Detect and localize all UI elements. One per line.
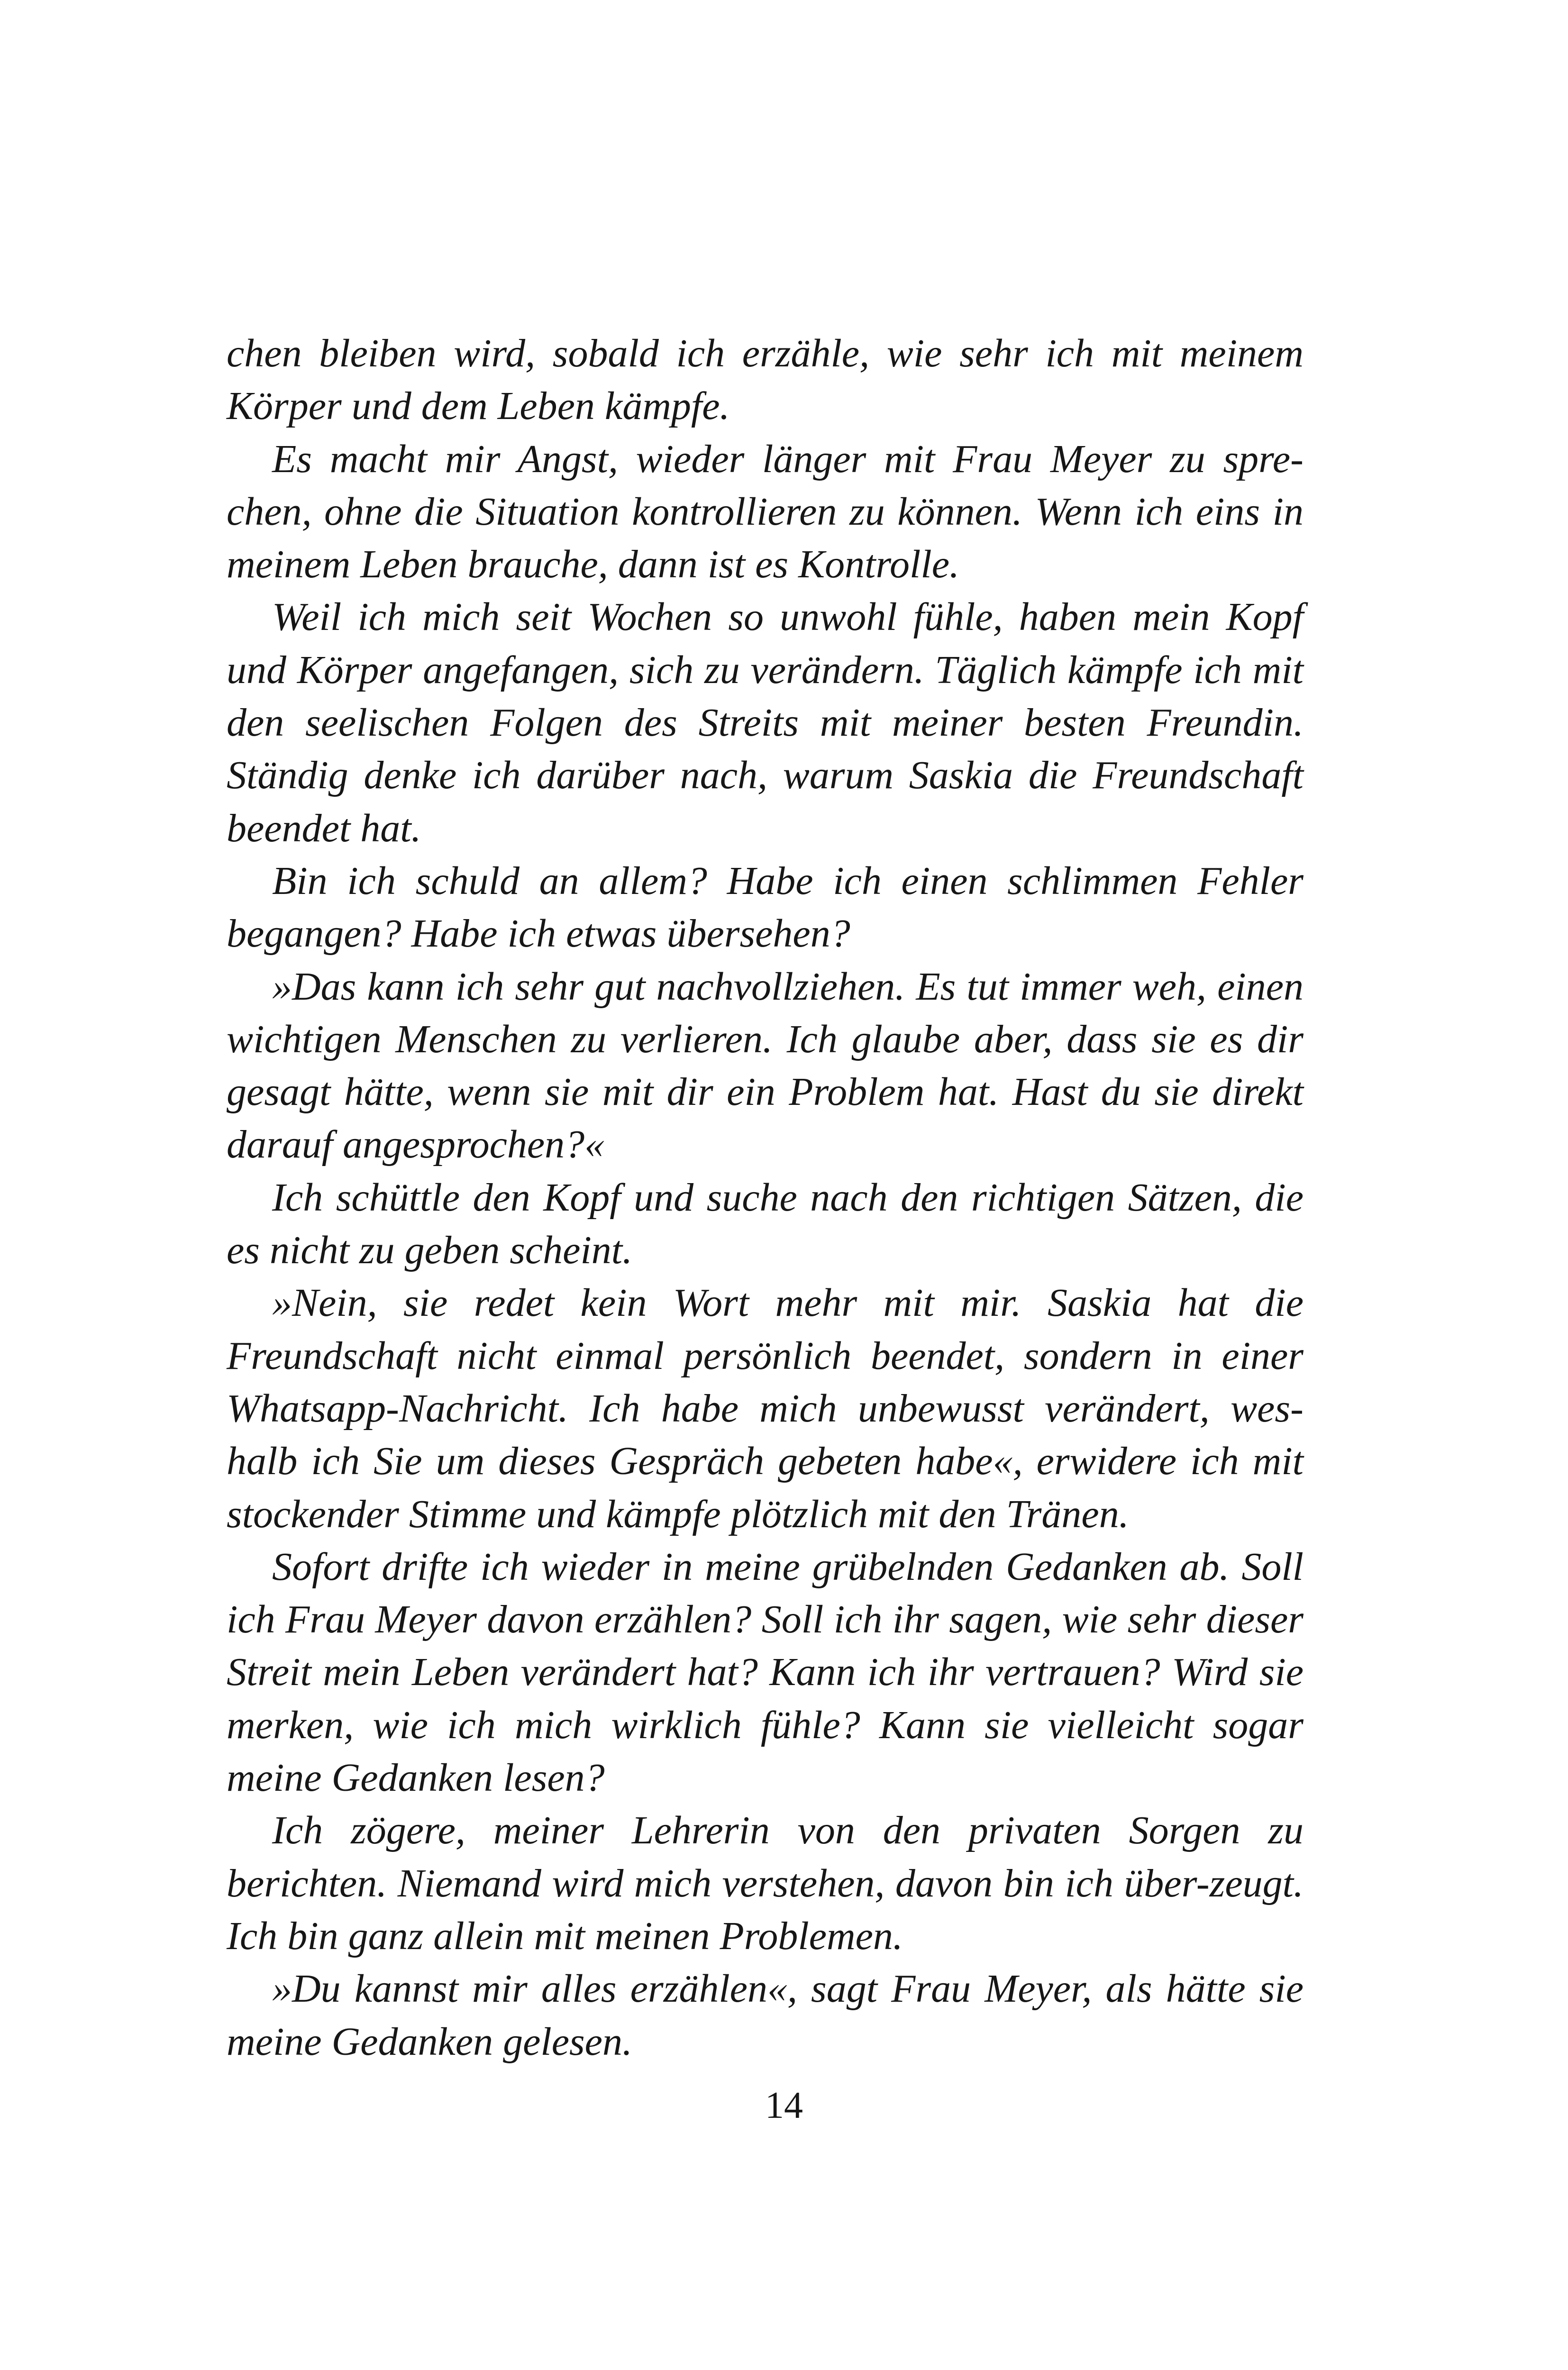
paragraph: »Nein, sie redet kein Wort mehr mit mir. Saskia hat die Freundschaft nicht einmal persönlich beendet, sondern in einer Whatsapp-Nachricht. Ich habe mich unbewusst verändert, wes-halb ich Sie um dieses Gespräch gebeten habe«, erwidere ich mit stockender Stimme und kämpfe plötzlich mit den Tränen. [227, 1281, 1304, 1536]
paragraph: Ich schüttle den Kopf und suche nach den richtigen Sätzen, die es nicht zu geben scheint. [227, 1175, 1304, 1273]
paragraph: chen bleiben wird, sobald ich erzähle, wie sehr ich mit meinem Körper und dem Leben kämpfe. [227, 331, 1304, 428]
paragraph: Ich zögere, meiner Lehrerin von den privaten Sorgen zu berichten. Niemand wird mich verstehen, davon bin ich über-zeugt. Ich bin ganz allein mit meinen Problemen. [227, 1808, 1304, 1958]
body-text [227, 327, 1304, 2068]
paragraph: Weil ich mich seit Wochen so unwohl fühle, haben mein Kopf und Körper angefangen, sich zu verändern. Täglich kämpfe ich mit den seelischen Folgen des Streits mit meiner besten Freundin. Ständig denke ich darüber nach, warum Saskia die Freundschaft beendet hat. [227, 595, 1304, 850]
page-number: 14 [765, 2085, 803, 2126]
paragraph: »Du kannst mir alles erzählen«, sagt Frau Meyer, als hätte sie meine Gedanken gelesen. [227, 1967, 1304, 2064]
paragraph: »Das kann ich sehr gut nachvollziehen. Es tut immer weh, einen wichtigen Menschen zu verlieren. Ich glaube aber, dass sie es dir gesagt hätte, wenn sie mit dir ein Problem hat. Hast du sie direkt darauf angesprochen?« [227, 964, 1304, 1167]
paragraph: Bin ich schuld an allem? Habe ich einen schlimmen Fehler begangen? Habe ich etwas übersehen? [227, 858, 1304, 956]
paragraph: Es macht mir Angst, wieder länger mit Frau Meyer zu spre-chen, ohne die Situation kontrollieren zu können. Wenn ich eins in meinem Leben brauche, dann ist es Kontrolle. [227, 437, 1304, 587]
paragraph: Sofort drifte ich wieder in meine grübelnden Gedanken ab. Soll ich Frau Meyer davon erzählen? Soll ich ihr sagen, wie sehr dieser Streit mein Leben verändert hat? Kann ich ihr vertrauen? Wird sie merken, wie ich mich wirklich fühle? Kann sie vielleicht sogar meine Gedanken lesen? [227, 1544, 1304, 1800]
